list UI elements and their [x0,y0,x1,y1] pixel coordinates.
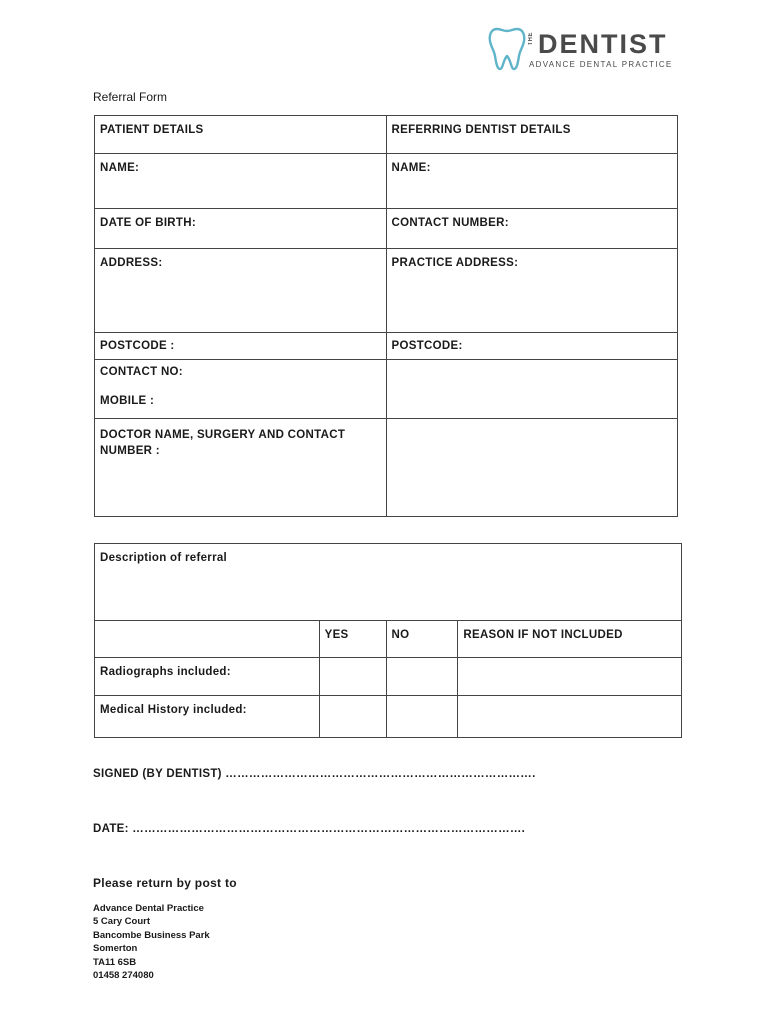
dentist-name-field[interactable]: NAME: [386,154,677,209]
radiographs-reason-cell[interactable] [458,658,682,696]
dentist-postcode-field[interactable]: POSTCODE: [386,333,677,360]
referral-table [94,543,682,738]
date-line[interactable]: DATE: ………………………………………………………………………………………. [93,823,526,835]
radiographs-no-cell[interactable] [386,658,458,696]
address-line: Bancombe Business Park [93,929,210,941]
form-title: Referral Form [93,90,168,104]
dentist-contact-number-field[interactable]: CONTACT NUMBER: [386,209,677,249]
address-line: TA11 6SB [93,956,137,968]
patient-name-field[interactable]: NAME: [95,154,387,209]
practice-logo [488,26,688,74]
radiographs-label: Radiographs included: [95,658,320,696]
yes-column-header: YES [319,621,386,658]
details-table [94,115,678,517]
return-heading: Please return by post to [93,876,237,890]
medical-history-yes-cell[interactable] [319,696,386,738]
address-line: 5 Cary Court [93,916,151,928]
description-of-referral-field[interactable]: Description of referral [95,544,682,621]
medical-history-reason-cell[interactable] [458,696,682,738]
address-line: 01458 274080 [93,970,154,982]
address-line: Somerton [93,943,138,955]
mobile-label: MOBILE : [100,395,155,407]
logo-the-text: THE [528,32,534,46]
dentist-details-header: REFERRING DENTIST DETAILS [386,116,677,154]
logo-subtitle: ADVANCE DENTAL PRACTICE [529,60,673,69]
medical-history-label: Medical History included: [95,696,320,738]
logo-wordmark: DENTIST [538,29,668,59]
return-address [93,902,210,982]
medical-history-no-cell[interactable] [386,696,458,738]
dentist-blank-cell-2[interactable] [386,419,677,517]
patient-address-field[interactable]: ADDRESS: [95,249,387,333]
reason-column-header: REASON IF NOT INCLUDED [458,621,682,658]
address-line: Advance Dental Practice [93,903,204,914]
doctor-details-field[interactable]: DOCTOR NAME, SURGERY AND CONTACT NUMBER : [95,419,387,517]
dentist-blank-cell[interactable] [386,360,677,419]
practice-address-field[interactable]: PRACTICE ADDRESS: [386,249,677,333]
patient-postcode-field[interactable]: POSTCODE : [95,333,387,360]
contact-no-label: CONTACT NO: [100,366,183,378]
radiographs-yes-cell[interactable] [319,658,386,696]
referral-header-blank [95,621,320,658]
no-column-header: NO [386,621,458,658]
tooth-icon [488,26,526,72]
patient-dob-field[interactable]: DATE OF BIRTH: [95,209,387,249]
patient-contact-field[interactable] [95,360,387,419]
patient-details-header: PATIENT DETAILS [95,116,387,154]
signed-line[interactable]: SIGNED (BY DENTIST) ……………………………………………………………………. [93,768,536,780]
